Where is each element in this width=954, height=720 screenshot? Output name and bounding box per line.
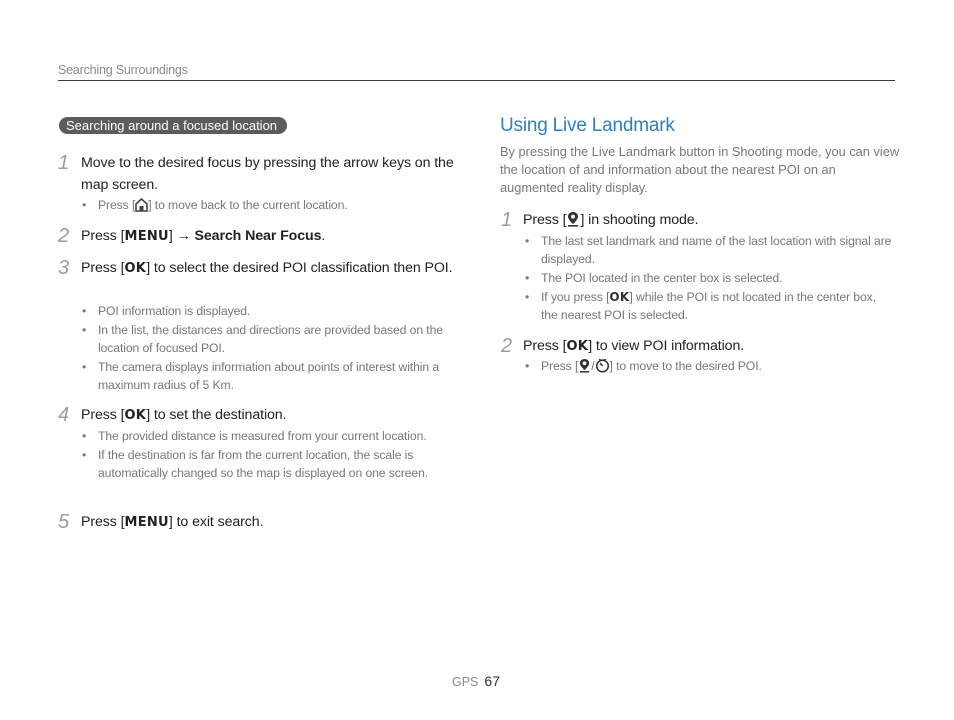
ok-key-icon: OK	[124, 408, 147, 423]
page-number: 67	[484, 673, 500, 689]
step-text: Press [OK] to select the desired POI classification then POI.	[81, 260, 453, 276]
page-footer	[452, 673, 500, 689]
live-landmark-icon	[578, 358, 591, 373]
menu-key-icon: MENU	[124, 515, 169, 530]
ok-key-icon: OK	[609, 290, 630, 304]
step-number: 5	[58, 511, 70, 533]
bullet-item: • The camera displays information about points of interest within a maximum radius of 5 Km.	[82, 360, 440, 392]
menu-key-icon: MENU	[124, 229, 169, 244]
bullet-item: • Press [ ] to move back to the current location.	[82, 198, 348, 212]
step-number: 4	[58, 404, 70, 426]
bullet-item: • The last set landmark and name of the last location with signal are displayed.	[525, 234, 892, 266]
bullet-item: • Press [ / ] to move to the desired POI.	[525, 359, 762, 373]
ok-key-icon: OK	[566, 339, 589, 354]
footer-section: GPS	[452, 675, 479, 689]
bullet-item: • If you press [OK] while the POI is not located in the center box, the nearest POI is selected.	[525, 290, 876, 322]
step-number: 2	[58, 225, 70, 247]
live-landmark-icon	[566, 211, 580, 227]
bullet-item: • The provided distance is measured from your current location.	[82, 429, 427, 443]
step-text: Press [MENU] → Search Near Focus.	[81, 228, 326, 244]
step-number: 3	[58, 257, 70, 279]
step-text: Press [OK] to set the destination.	[81, 407, 287, 423]
step-number: 1	[58, 152, 70, 174]
header-divider	[58, 80, 895, 81]
bullet-item: • The POI located in the center box is selected.	[525, 271, 783, 285]
bullet-item: • In the list, the distances and directions are provided based on the location of focused POI.	[82, 323, 443, 355]
step-number: 1	[501, 209, 513, 231]
step-text: Press [MENU] to exit search.	[81, 514, 264, 530]
section-title: Using Live Landmark	[500, 115, 675, 136]
bullet-item: • If the destination is far from the current location, the scale is automatically changed so the map is displayed on one screen.	[82, 448, 429, 480]
timer-icon	[595, 358, 610, 373]
section-pill: Searching around a focused location	[59, 117, 287, 134]
step-text: Move to the desired focus by pressing the arrow keys on the map screen.	[81, 155, 454, 193]
step-text: Press [ ] in shooting mode.	[523, 212, 699, 228]
ok-key-icon: OK	[124, 261, 147, 276]
step-text: Press [OK] to view POI information.	[523, 338, 745, 354]
home-icon	[135, 197, 148, 212]
section-intro: By pressing the Live Landmark button in Shooting mode, you can view the location of and information about the nearest POI on an augmented reality display.	[500, 144, 900, 195]
breadcrumb: Searching Surroundings	[58, 63, 188, 77]
step-number: 2	[501, 335, 513, 357]
bullet-item: • POI information is displayed.	[82, 304, 251, 318]
